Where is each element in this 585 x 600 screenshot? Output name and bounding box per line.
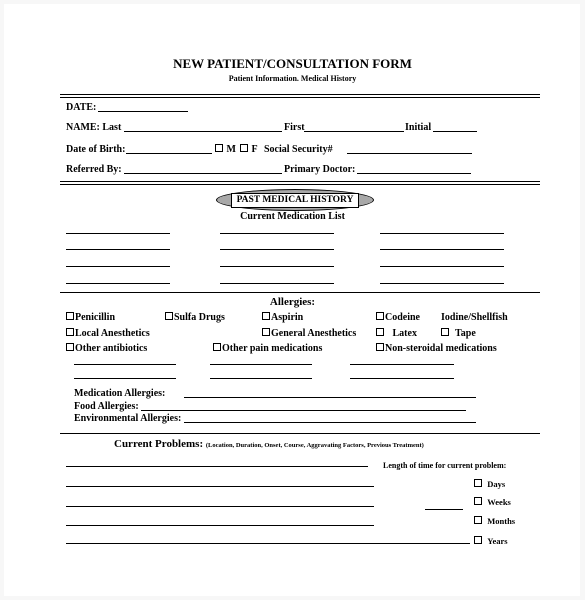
medication-list-label: Current Medication List [240,211,345,222]
past-medical-history-badge [216,189,374,211]
allergy-label: General Anesthetics [271,328,357,339]
sex-male-option[interactable] [215,144,236,156]
checkbox-icon[interactable] [66,343,74,351]
current-problems-note: (Location, Duration, Onset, Course, Aggravating Factors, Previous Treatment) [205,442,424,449]
checkbox-icon[interactable] [376,343,384,351]
primary-doctor-label: Primary Doctor: [284,164,356,175]
checkbox-icon[interactable] [240,144,248,152]
past-medical-history-label: PAST MEDICAL HISTORY [231,193,359,208]
problem-line[interactable] [66,543,470,544]
other-allergy-line[interactable] [210,378,312,379]
dob-field[interactable] [126,153,212,154]
duration-weeks-option[interactable] [474,496,511,508]
divider [60,97,540,98]
date-label: DATE: [66,102,97,113]
allergy-latex[interactable] [376,328,417,340]
referred-by-field[interactable] [124,173,282,174]
allergy-sulfa-drugs[interactable] [165,312,225,324]
allergy-penicillin[interactable] [66,312,115,324]
checkbox-icon[interactable] [376,328,384,336]
allergies-heading: Allergies: [269,296,316,308]
environmental-allergies-field[interactable] [184,422,476,423]
other-allergy-line[interactable] [210,364,312,365]
allergy-iodine-shellfish [441,312,508,324]
checkbox-icon[interactable] [66,328,74,336]
problem-line[interactable] [66,506,374,507]
allergy-label: Other pain medications [222,343,323,354]
allergy-non-steroidal-medications[interactable] [376,343,497,355]
male-label: M [226,144,236,155]
allergy-aspirin[interactable] [262,312,303,324]
allergy-tape[interactable] [441,328,476,340]
checkbox-icon[interactable] [474,497,482,505]
medication-allergies-field[interactable] [184,397,476,398]
checkbox-icon[interactable] [441,328,449,336]
current-problems-heading [114,438,424,452]
initial-label: Initial [405,122,432,133]
checkbox-icon[interactable] [474,516,482,524]
allergy-general-anesthetics[interactable] [262,328,356,340]
medication-line[interactable] [220,266,334,267]
medication-line[interactable] [380,233,504,234]
allergy-label: Codeine [385,312,420,323]
ssn-field[interactable] [347,153,472,154]
length-of-time-label: Length of time for current problem: [383,461,507,470]
last-name-field[interactable] [124,131,282,132]
duration-days-option[interactable] [474,478,505,490]
duration-label: Years [487,536,508,546]
ssn-label: Social Security# [264,144,333,155]
food-allergies-field[interactable] [141,410,466,411]
form-title: NEW PATIENT/CONSULTATION FORM [173,56,412,71]
food-allergies-label: Food Allergies: [74,401,139,412]
checkbox-icon[interactable] [474,479,482,487]
first-name-label: First [284,122,305,133]
first-name-field[interactable] [304,131,404,132]
problem-line[interactable] [66,525,374,526]
divider [60,292,540,293]
allergy-codeine[interactable] [376,312,420,324]
checkbox-icon[interactable] [66,312,74,320]
divider [60,94,540,95]
other-allergy-line[interactable] [350,378,454,379]
divider [60,181,540,182]
medication-line[interactable] [380,283,504,284]
female-label: F [251,144,258,155]
other-allergy-line[interactable] [74,378,176,379]
duration-label: Days [487,479,506,489]
medication-line[interactable] [380,266,504,267]
allergy-label: Iodine/Shellfish [441,312,508,323]
environmental-allergies-label: Environmental Allergies: [74,413,182,424]
divider [60,184,540,185]
checkbox-icon[interactable] [262,328,270,336]
allergy-other-pain-medications[interactable] [213,343,322,355]
allergy-label: Latex [392,328,417,339]
duration-label: Weeks [487,497,511,507]
checkbox-icon[interactable] [215,144,223,152]
checkbox-icon[interactable] [376,312,384,320]
medication-line[interactable] [66,266,170,267]
medication-line[interactable] [66,249,170,250]
sex-female-option[interactable] [240,144,258,156]
medication-line[interactable] [380,249,504,250]
allergy-label: Sulfa Drugs [174,312,225,323]
medication-line[interactable] [66,233,170,234]
allergy-label: Aspirin [271,312,304,323]
allergy-label: Other antibiotics [75,343,148,354]
current-problems-title: Current Problems: [114,438,204,450]
divider [60,433,540,434]
primary-doctor-field[interactable] [357,173,471,174]
checkbox-icon[interactable] [165,312,173,320]
allergy-label: Non-steroidal medications [385,343,497,354]
checkbox-icon[interactable] [474,536,482,544]
medication-line[interactable] [220,283,334,284]
length-of-time-field[interactable] [425,509,463,510]
medication-allergies-label: Medication Allergies: [74,388,166,399]
duration-label: Months [487,516,516,526]
referred-by-label: Referred By: [66,164,122,175]
last-name-label: NAME: Last [66,122,122,133]
other-allergy-line[interactable] [74,364,176,365]
allergy-other-antibiotics[interactable] [66,343,147,355]
allergy-local-anesthetics[interactable] [66,328,150,340]
problem-line[interactable] [66,466,368,467]
dob-label: Date of Birth: [66,144,126,155]
duration-years-option[interactable] [474,535,508,547]
checkbox-icon[interactable] [262,312,270,320]
initial-field[interactable] [433,131,477,132]
allergy-label: Local Anesthetics [75,328,150,339]
checkbox-icon[interactable] [213,343,221,351]
problem-line[interactable] [66,486,374,487]
allergy-label: Tape [455,328,476,339]
allergy-label: Penicillin [75,312,115,323]
medication-line[interactable] [66,283,170,284]
medication-line[interactable] [220,233,334,234]
duration-months-option[interactable] [474,515,515,527]
form-subtitle: Patient Information. Medical History [228,74,357,83]
medication-line[interactable] [220,249,334,250]
other-allergy-line[interactable] [350,364,454,365]
date-field[interactable] [98,111,188,112]
